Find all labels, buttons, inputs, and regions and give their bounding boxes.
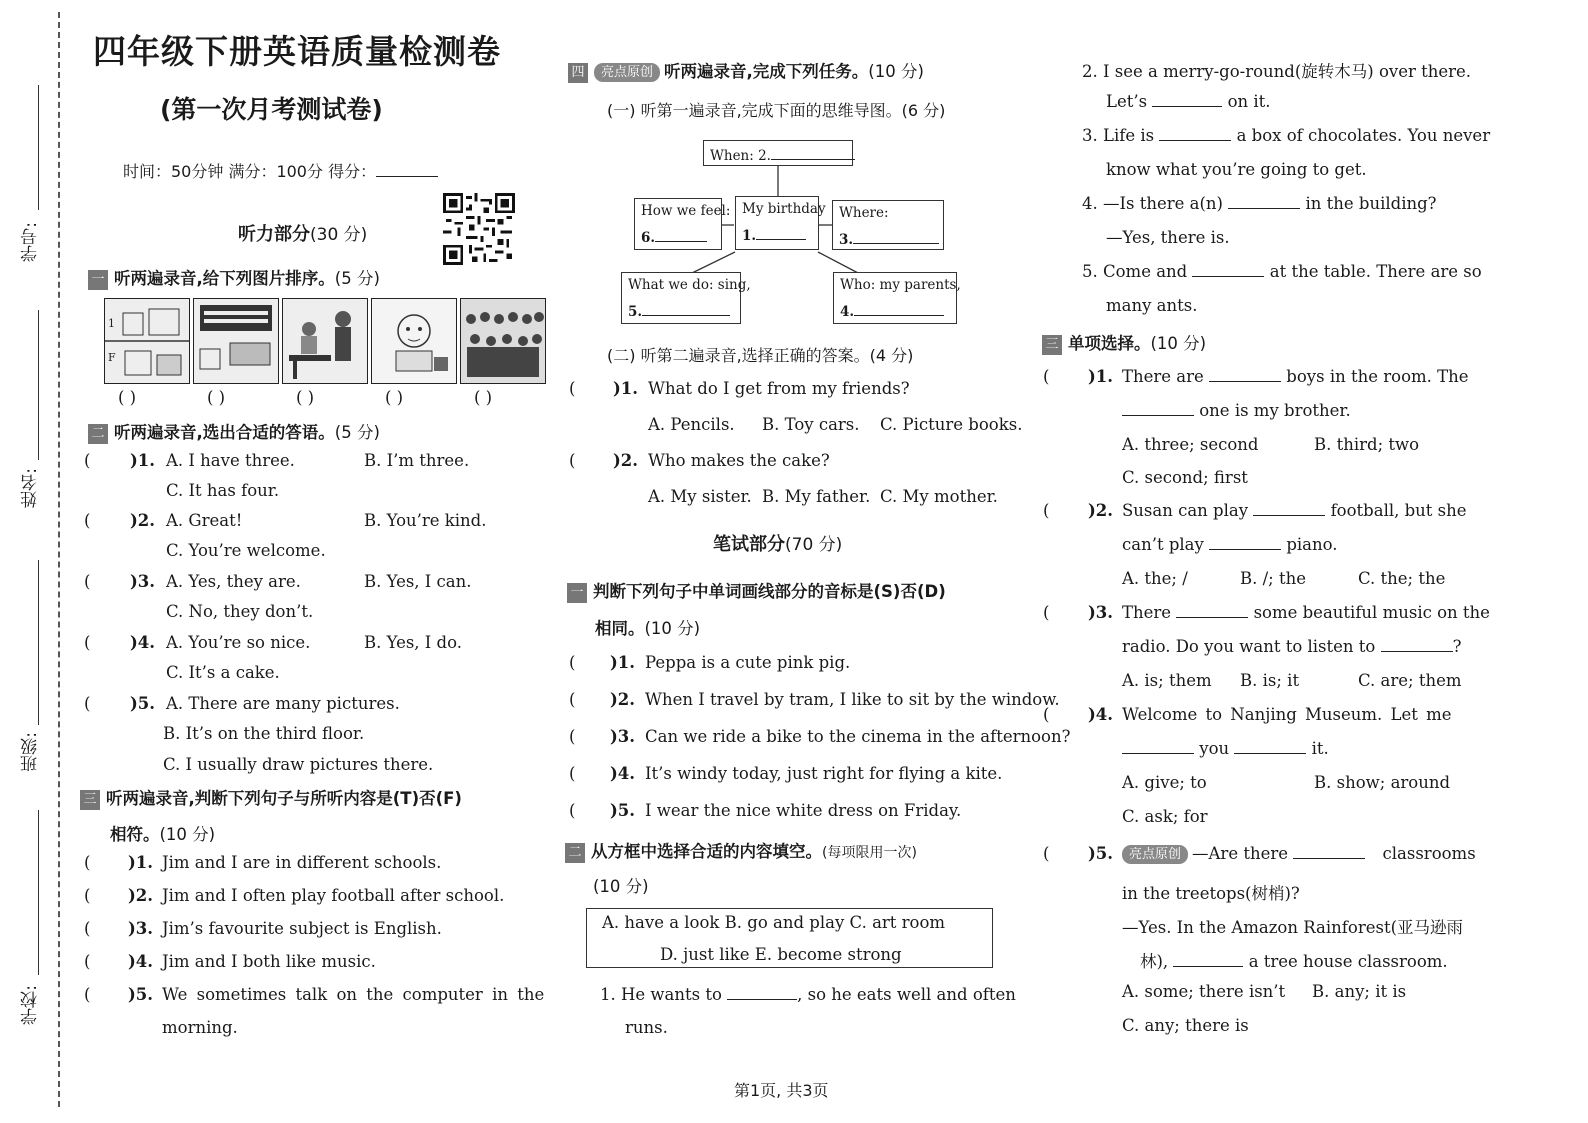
fill-question-2-cont: Let’s on it. [1106, 92, 1271, 111]
answer-paren[interactable]: ( [569, 451, 576, 470]
question-number: )2. [610, 690, 636, 709]
question-number: )4. [130, 633, 156, 652]
fill-question-2: 2. I see a merry-go-round(旋转木马) over there. [1082, 62, 1472, 81]
option-c: C. are; them [1358, 671, 1462, 690]
blank[interactable] [727, 985, 797, 1000]
question-text-cont: you it. [1122, 739, 1329, 758]
statement: Jim and I both like music. [162, 952, 376, 971]
blank[interactable] [1228, 194, 1300, 209]
option-b: B. /; the [1240, 569, 1306, 588]
option-b: B. Yes, I do. [364, 633, 463, 652]
section-2-heading: 二 听两遍录音,选出合适的答语。(5 分) [88, 419, 380, 444]
sentence: I wear the nice white dress on Friday. [645, 801, 962, 820]
option-a: A. is; them [1122, 671, 1212, 690]
student-name-line [38, 310, 39, 460]
sentence: Peppa is a cute pink pig. [645, 653, 851, 672]
option-b: B. Toy cars. [762, 415, 860, 434]
section-4-part-2-heading: (二) 听第二遍录音,选择正确的答案。(4 分) [607, 346, 914, 365]
section-4-heading: 四 亮点原创 听两遍录音,完成下列任务。(10 分) [568, 58, 924, 83]
option-c: C. You’re welcome. [166, 541, 326, 560]
option-b: B. You’re kind. [364, 511, 487, 530]
answer-paren[interactable]: ( [1043, 844, 1050, 863]
mind-map-feel: How we feel: 6. [634, 198, 722, 250]
mind-map-where: Where: 3. [832, 200, 944, 250]
option-a: A. three; second [1122, 435, 1259, 454]
answer-paren[interactable]: ( [84, 572, 91, 591]
answer-paren[interactable]: ( [84, 853, 91, 872]
blank[interactable] [1192, 262, 1264, 277]
question-number: )4. [610, 764, 636, 783]
mind-map-who: Who: my parents, 4. [833, 272, 957, 324]
answer-paren[interactable]: ( [569, 764, 576, 783]
answer-paren[interactable]: ( [569, 727, 576, 746]
answer-paren[interactable]: ( [84, 952, 91, 971]
picture-5-crowd [460, 298, 546, 384]
option-b: B. is; it [1240, 671, 1300, 690]
answer-paren[interactable]: ( [84, 511, 91, 530]
fill-question-3: 3. Life is a box of chocolates. You never [1082, 126, 1491, 145]
fill-question-1-cont: runs. [625, 1018, 668, 1037]
option-c: C. My mother. [880, 487, 998, 506]
answer-paren[interactable]: ( [84, 694, 91, 713]
question-number: )1. [613, 379, 639, 398]
picture-5-answer[interactable]: ( ) [474, 388, 493, 407]
question-number: )1. [128, 853, 154, 872]
option-a: A. Pencils. [648, 415, 735, 434]
question-number: )1. [1088, 367, 1114, 386]
page-number: 第1页, 共3页 [734, 1081, 829, 1100]
answer-paren[interactable]: ( [84, 451, 91, 470]
fill-question-5: 5. Come and at the table. There are so [1082, 262, 1482, 281]
question-text-cont-1: in the treetops(树梢)? [1122, 884, 1300, 903]
answer-paren[interactable]: ( [1043, 603, 1050, 622]
word-bank-row-2: D. just like E. become strong [660, 945, 902, 964]
student-name-label: 姓名: [21, 468, 41, 508]
question-number: )1. [610, 653, 636, 672]
answer-paren[interactable]: ( [1043, 705, 1050, 724]
fill-question-5-cont: many ants. [1106, 296, 1198, 315]
sentence: It’s windy today, just right for flying a kite. [645, 764, 1003, 783]
class-label: 班级: [21, 732, 41, 772]
option-c: C. I usually draw pictures there. [163, 755, 434, 774]
option-c: C. It has four. [166, 481, 280, 500]
question-text: Welcome to Nanjing Museum. Let me [1122, 705, 1452, 724]
question-text: Who makes the cake? [648, 451, 830, 470]
student-id-field[interactable] [18, 222, 43, 262]
binding-dashed-line [58, 12, 60, 1107]
statement: Jim’s favourite subject is English. [162, 919, 442, 938]
answer-paren[interactable]: ( [1043, 501, 1050, 520]
section-3-heading-cont: 相符。(10 分) [110, 825, 216, 844]
question-number: )3. [1088, 603, 1114, 622]
writing-part-heading: 笔试部分(70 分) [713, 534, 843, 555]
picture-1-answer[interactable]: ( ) [118, 388, 137, 407]
option-c: C. the; the [1358, 569, 1446, 588]
option-b: B. It’s on the third floor. [163, 724, 365, 743]
picture-3-answer[interactable]: ( ) [296, 388, 315, 407]
section-3-heading: 三 听两遍录音,判断下列句子与所听内容是(T)否(F) [80, 785, 462, 810]
question-number: )5. [1088, 844, 1114, 863]
question-number: )2. [130, 511, 156, 530]
picture-1-floor-label-1: 1 [108, 317, 115, 330]
writing-section-1-heading-cont: 相同。(10 分) [595, 619, 701, 638]
question-text-cont: can’t play piano. [1122, 535, 1338, 554]
question-number: )5. [610, 801, 636, 820]
answer-paren[interactable]: ( [569, 379, 576, 398]
option-a: A. give; to [1122, 773, 1207, 792]
writing-section-3-heading: 三 单项选择。(10 分) [1042, 330, 1206, 355]
picture-1-floor-plan [104, 298, 190, 384]
writing-section-2-points: (10 分) [593, 877, 649, 896]
statement-cont: morning. [162, 1018, 238, 1037]
option-a: A. some; there isn’t [1122, 982, 1286, 1001]
question-text: There are boys in the room. The [1122, 367, 1469, 386]
answer-paren[interactable]: ( [84, 633, 91, 652]
question-number: )2. [128, 886, 154, 905]
picture-1-floor-label-f: F [108, 351, 116, 364]
mind-map-when: When: 2. [703, 140, 853, 166]
answer-paren[interactable]: ( [84, 886, 91, 905]
picture-4-girl-reading [371, 298, 457, 384]
question-number: )3. [610, 727, 636, 746]
class-field[interactable] [18, 732, 43, 772]
question-number: )5. [130, 694, 156, 713]
picture-2-music-room [193, 298, 279, 384]
answer-paren[interactable]: ( [569, 653, 576, 672]
sentence: When I travel by tram, I like to sit by the window. [645, 690, 1060, 709]
answer-paren[interactable]: ( [569, 690, 576, 709]
option-b: B. any; it is [1312, 982, 1407, 1001]
option-c: C. Picture books. [880, 415, 1023, 434]
statement: Jim and I often play football after school. [162, 886, 505, 905]
section-4-part-1-heading: (一) 听第一遍录音,完成下面的思维导图。(6 分) [607, 101, 946, 120]
option-a: A. Great! [166, 511, 243, 530]
listening-part-heading: 听力部分(30 分) [238, 224, 368, 245]
picture-3-teacher-student [282, 298, 368, 384]
statement: We sometimes talk on the computer in the [162, 985, 545, 1004]
student-id-line [38, 85, 39, 210]
fill-question-4-cont: —Yes, there is. [1106, 228, 1230, 247]
question-text: There some beautiful music on the [1122, 603, 1490, 622]
option-a: A. Yes, they are. [166, 572, 301, 591]
question-text-cont-2: —Yes. In the Amazon Rainforest(亚马逊雨 [1122, 918, 1464, 937]
blank[interactable] [1152, 92, 1222, 107]
school-label: 学校: [21, 985, 41, 1025]
option-c: C. any; there is [1122, 1016, 1249, 1035]
question-text-cont: one is my brother. [1122, 401, 1351, 420]
question-text-cont: radio. Do you want to listen to ? [1122, 637, 1462, 656]
qr-code-icon [443, 193, 515, 265]
option-a: A. I have three. [166, 451, 295, 470]
section-1-heading: 一 听两遍录音,给下列图片排序。(5 分) [88, 265, 380, 290]
mind-map-center: My birthday 1. [735, 196, 819, 250]
question-text-cont-3: 林), a tree house classroom. [1140, 952, 1448, 971]
fill-question-4: 4. —Is there a(n) in the building? [1082, 194, 1437, 213]
original-badge: 亮点原创 [1122, 845, 1188, 864]
answer-paren[interactable]: ( [569, 801, 576, 820]
option-a: A. My sister. [648, 487, 752, 506]
question-number: )2. [1088, 501, 1114, 520]
question-number: )5. [128, 985, 154, 1004]
student-name-field[interactable] [18, 468, 43, 508]
question-number: )3. [130, 572, 156, 591]
option-a: A. There are many pictures. [166, 694, 400, 713]
page-subtitle: (第一次月考测试卷) [160, 95, 383, 124]
question-number: )1. [130, 451, 156, 470]
option-a: A. the; / [1122, 569, 1188, 588]
writing-section-1-heading: 一 判断下列句子中单词画线部分的音标是(S)否(D) [567, 578, 946, 603]
word-bank-row-1: A. have a look B. go and play C. art room [602, 913, 946, 932]
answer-paren[interactable]: ( [1043, 367, 1050, 386]
fill-question-1: 1. He wants to , so he eats well and often [600, 985, 1016, 1004]
question-text: 亮点原创 —Are there classrooms [1122, 844, 1476, 864]
question-number: )4. [1088, 705, 1114, 724]
writing-section-2-heading: 二 从方框中选择合适的内容填空。(每项限用一次) [565, 838, 917, 863]
page-title: 四年级下册英语质量检测卷 [93, 32, 501, 71]
option-c: C. second; first [1122, 468, 1248, 487]
option-c: C. It’s a cake. [166, 663, 280, 682]
option-a: A. You’re so nice. [166, 633, 311, 652]
picture-2-answer[interactable]: ( ) [207, 388, 226, 407]
option-c: C. No, they don’t. [166, 602, 314, 621]
answer-paren[interactable]: ( [84, 985, 91, 1004]
question-number: )3. [128, 919, 154, 938]
statement: Jim and I are in different schools. [162, 853, 442, 872]
sentence: Can we ride a bike to the cinema in the afternoon? [645, 727, 1071, 746]
exam-meta: 时间：50分钟 满分：100分 得分： [123, 159, 438, 182]
school-field[interactable] [18, 985, 43, 1025]
option-b: B. show; around [1314, 773, 1451, 792]
student-id-label: 学号: [21, 222, 41, 262]
fill-question-3-cont: know what you’re going to get. [1106, 160, 1367, 179]
picture-4-answer[interactable]: ( ) [385, 388, 404, 407]
question-number: )2. [613, 451, 639, 470]
question-text: Susan can play football, but she [1122, 501, 1467, 520]
mind-map-do: What we do: sing, 5. [621, 272, 741, 324]
option-b: B. I’m three. [364, 451, 470, 470]
option-b: B. Yes, I can. [364, 572, 472, 591]
question-number: )4. [128, 952, 154, 971]
option-b: B. third; two [1314, 435, 1420, 454]
original-badge: 亮点原创 [594, 63, 660, 82]
blank[interactable] [1159, 126, 1231, 141]
question-text: What do I get from my friends? [648, 379, 910, 398]
option-c: C. ask; for [1122, 807, 1208, 826]
answer-paren[interactable]: ( [84, 919, 91, 938]
school-line [38, 810, 39, 975]
class-line [38, 560, 39, 725]
option-b: B. My father. [762, 487, 871, 506]
